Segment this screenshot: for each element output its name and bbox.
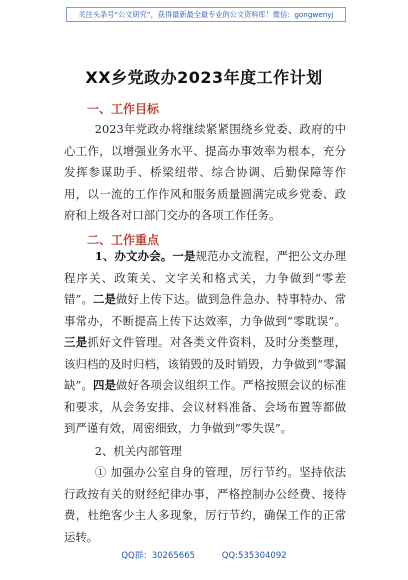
item1-label: 1、办文办会。 [94, 249, 173, 263]
item1-lead-2: 二是 [92, 292, 116, 306]
item2-label: 2、机关内部管理 [94, 444, 182, 458]
section-heading-goals: 一、工作目标 [87, 102, 160, 116]
section-heading-priorities: 二、工作重点 [87, 233, 160, 247]
footer-qq: QQ:535304092 [221, 551, 287, 561]
item1-text-4: 做好各项会议组织工作。严格按照会议的标准和要求，从会务安排、会议材料准备、会场布置等都做到严谨有效，周密细致，力争做到“零失误”。 [64, 378, 346, 435]
item1-text-1: 规范办文流程，严把公文办理程序关、政策关、文字关和格式关，力争做到“零差错”。 [64, 249, 346, 306]
top-banner: 关注头条号“公文研究”，获得最新最全最专业的公文资料库！微信：gongwenyj [66, 7, 346, 22]
item1-lead-3: 三是 [64, 335, 88, 349]
document-title: XX乡党政办2023年度工作计划 [85, 68, 323, 87]
footer-contacts [0, 549, 408, 561]
item1-text-2: 做好上传下达。做到急件急办、特事特办、常事常办，不断提高上传下达效率，力争做到“零耽误”。 [64, 292, 346, 328]
item1-lead-4: 四是 [92, 378, 116, 392]
section-goals-paragraph: 2023年党政办将继续紧紧围绕乡党委、政府的中心工作，以增强业务水平、提高办事效率为根本，充分发挥参谋助手、桥梁纽带、综合协调、后勤保障等作用，以一流的工作作风和服务质量圆满完成乡党委、政府和上级各对口部门交办的各项工作任务。 [64, 122, 346, 222]
item2-paragraph: ① 加强办公室自身的管理，厉行节约。坚持依法行政按有关的财经纪律办事，严格控制办公经费、接待费，杜绝客少主人多现象，厉行节约，确保工作的正常运转。 [64, 465, 346, 544]
item1-lead-1: 一是 [172, 249, 196, 263]
footer-qq-group: QQ群：30265665 [121, 551, 196, 561]
item1-text-3: 抓好文件管理。对各类文件资料，及时分类整理，该归档的及时归档，该销毁的及时销毁，力争做到“零漏缺”。 [64, 335, 346, 392]
item1-paragraph [64, 246, 346, 440]
